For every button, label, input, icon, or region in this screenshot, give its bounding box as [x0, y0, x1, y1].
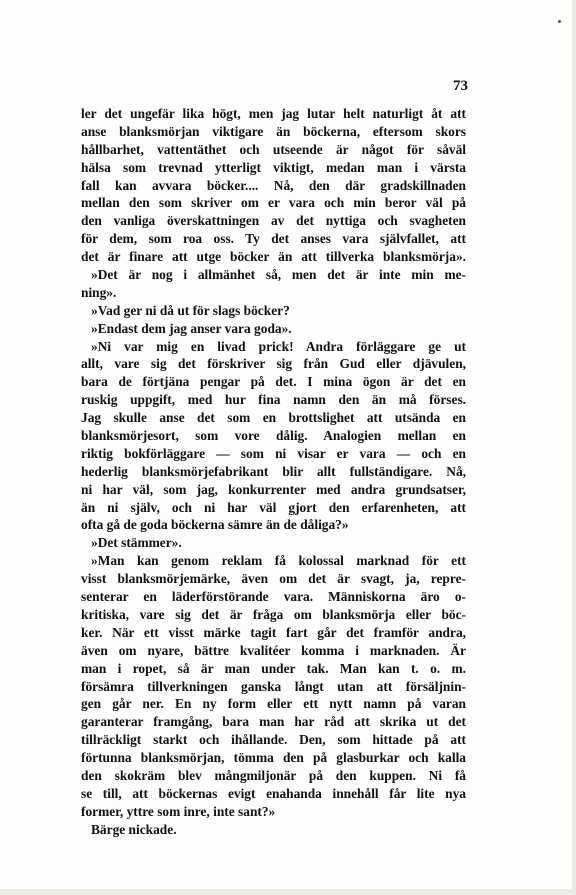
text-line: se till, att böckernas evigt enahanda innehåll får lite nya	[81, 785, 466, 801]
text-line: ruskig uppgift, med hur fina namn den än må förses.	[81, 392, 466, 408]
text-line: den skokräm blev mångmiljonär på den kuppen. Ni få	[81, 767, 466, 783]
text-line: kritiska, vare sig det är fråga om blanksmörja eller böc-	[81, 606, 466, 622]
text-line: hälsa som trevnad ytterligt viktigt, medan man i värsta	[81, 159, 466, 175]
text-line: blanksmörjesort, som vore dålig. Analogien mellan en	[81, 428, 466, 444]
text-line: »Vad ger ni då ut för slags böcker?	[91, 302, 290, 318]
text-line: hållbarhet, vattentäthet och utseende är något för såväl	[81, 141, 466, 157]
text-line: ni har väl, som jag, konkurrenter med andra grundsatser,	[81, 481, 466, 497]
text-line: »Ni var mig en livad prick! Andra förläggare ge ut	[91, 338, 466, 354]
text-line: »Det är nog i allmänhet så, men det är inte min me-	[91, 267, 466, 283]
page-edge-right	[572, 0, 576, 895]
text-line: allt, vare sig det förskriver sig från Gud eller djävulen,	[81, 356, 466, 372]
text-line: ler det ungefär lika högt, men jag lutar helt naturligt åt att	[81, 106, 466, 121]
text-line: fall kan avvara böcker.... Nå, den där gradskillnaden	[81, 177, 466, 193]
text-line: förtunna blanksmörjan, tömma den på glasburkar och kalla	[81, 750, 466, 766]
body-text	[81, 105, 466, 839]
text-line: former, yttre som inre, inte sant?»	[81, 803, 276, 819]
text-line: garanterar framgång, bara man har råd att skrika ut det	[81, 714, 466, 730]
text-line: än ni själv, och ni har väl gjort den erfarenheten, att	[81, 499, 466, 515]
text-line: försämra tillverkningen ganska långt utan att försäljnin-	[81, 678, 466, 694]
text-line: det är finare att utge böcker än att tillverka blanksmörja».	[81, 249, 466, 265]
text-line: bara de förtjäna pengar på det. I mina ögon är det en	[81, 374, 466, 390]
text-line: visst blanksmörjemärke, även om det är svagt, ja, repre-	[81, 571, 466, 587]
text-line: även om nyare, bättre kvalitéer komma i marknaden. Är	[81, 642, 466, 658]
text-line: »Det stämmer».	[91, 535, 182, 551]
text-line: »Endast dem jag anser vara goda».	[91, 320, 292, 336]
text-line: ning».	[81, 284, 117, 300]
text-line: ofta gå de goda böckerna sämre än de dåliga?»	[81, 517, 349, 533]
page-edge-bottom	[0, 889, 576, 895]
text-line: för dem, som roa oss. Ty det anses vara självfallet, att	[81, 231, 466, 247]
page-number: 73	[453, 78, 468, 94]
text-line: man i ropet, så är man under tak. Man kan t. o. m.	[81, 660, 466, 676]
text-line: mellan den som skriver om er vara och min beror väl på	[81, 195, 466, 211]
text-line: anse blanksmörjan viktigare än böckerna, eftersom skors	[81, 123, 466, 139]
text-line: ker. När ett visst märke tagit fart går det framför andra,	[81, 624, 466, 640]
text-line: Bärge nickade.	[91, 821, 177, 837]
text-line: riktig bokförläggare — som ni visar er vara — och en	[81, 445, 466, 461]
text-line: senterar en läderförstörande vara. Människorna äro o-	[81, 589, 466, 605]
text-line: gen går ner. En ny form eller ett nytt namn på varan	[81, 696, 466, 712]
text-line: Jag skulle anse det som en brottslighet att utsända en	[81, 410, 466, 426]
speck-mark	[558, 20, 561, 23]
text-line: tillräckligt starkt och ihållande. Den, som hittade på att	[81, 732, 466, 748]
text-line: »Man kan genom reklam få kolossal marknad för ett	[91, 553, 466, 569]
text-line: den vanliga överskattningen av det nyttiga och svagheten	[81, 213, 466, 229]
text-line: hederlig blanksmörjefabrikant blir allt fullständigare. Nå,	[81, 463, 466, 479]
